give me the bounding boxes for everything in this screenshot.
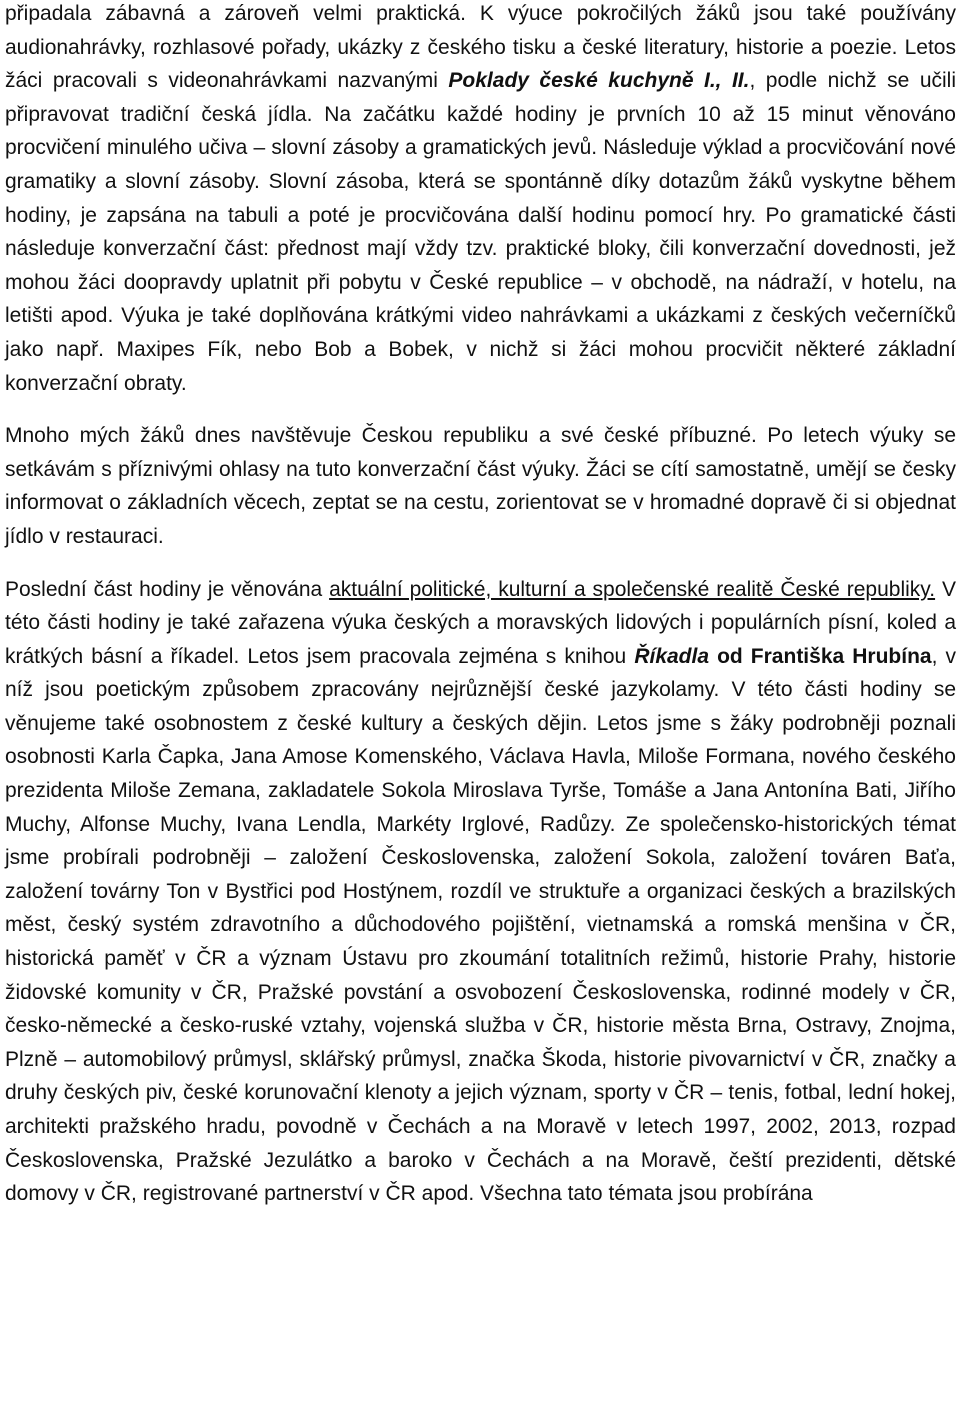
paragraph-text: , podle nichž se učili připravovat tradiční česká jídla. Na začátku každé hodiny je prvních 10 až 15 minut věnováno procvičení minulého učiva – slovní zásoby a gramatických jevů. Následuje výklad a procvičování nové gramatiky a slovní zásoby. Slovní zásoba, která se spontánně díky dotazům žáků vyskytne během hodiny, je zapsána na tabuli a poté je procvičována další hodinu pomocí hry. Po gramatické části následuje konverzační část: přednost mají vždy tzv. praktické bloky, čili konverzační dovednosti, jež mohou žáci doopravdy uplatnit při pobytu v České republice – v obchodě, na nádraží, v hotelu, na letišti apod. Výuka je také doplňována krátkými video nahrávkami a ukázkami z českých večerníčků jako např. Maxipes Fík, nebo Bob a Bobek, v nichž si žáci mohou procvičit některé základní konverzační obraty.	[5, 69, 956, 395]
paragraph-gap	[5, 400, 956, 419]
document-page	[5, 0, 956, 1211]
paragraph-text: Poslední část hodiny je věnována	[5, 577, 330, 601]
paragraph-gap	[5, 554, 956, 573]
paragraph-student-feedback	[5, 419, 956, 553]
video-title-emphasis: Poklady české kuchyně I., II.	[448, 69, 750, 93]
paragraph-czech-reality	[5, 573, 956, 1211]
paragraph-text: , v níž jsou poetickým způsobem zpracovány nejrůznější české jazykolamy. V této části hodiny se věnujeme také osobnostem z české kultury a českých dějin. Letos jsme s žáky podrobněji poznali osobnosti Karla Čapka, Jana Amose Komenského, Václava Havla, Miloše Formana, nového českého prezidenta Miloše Zemana, zakladatele Sokola Miroslava Tyrše, Tomáše a Jana Antonína Bati, Jiřího Muchy, Alfonse Muchy, Ivana Lendla, Markéty Irglové, Radůzy. Ze společensko-historických témat jsme probírali podrobněji – založení Československa, založení Sokola, založení továren Baťa, založení továrny Ton v Bystřici pod Hostýnem, rozdíl ve struktuře a organizaci českých a brazilských měst, český systém zdravotního a důchodového pojištění, vietnamská a romská menšina v ČR, historická paměť v ČR a význam Ústavu pro zkoumání totalitních režimů, historie Prahy, historie židovské komunity v ČR, Pražské povstání a osvobození Československa, rodinné modely v ČR, česko-německé a česko-ruské vztahy, vojenská služba v ČR, historie města Brna, Ostravy, Znojma, Plzně – automobilový průmysl, sklářský průmysl, značka Škoda, historie pivovarnictví v ČR, značky a druhy českých piv, české korunovační klenoty a jejich význam, sporty v ČR – tenis, fotbal, lední hokej, architekti pražského hradu, povodně v Čechách a na Moravě v letech 1997, 2002, 2013, rozpad Československa, Pražské Jezulátko a baroko v Čechách a na Moravě, čeští prezidenti, dětské domovy v ČR, registrované partnerství v ČR apod. Všechna tato témata jsou probírána	[5, 644, 956, 1206]
paragraph-text: Mnoho mých žáků dnes navštěvuje Českou republiku a své české příbuzné. Po letech výuky se setkávám s příznivými ohlasy na tuto konverzační část výuky. Žáci se cítí samostatně, umějí se česky informovat o základních věcech, zeptat se na cestu, zorientovat se v hromadné dopravě či si objednat jídlo v restauraci.	[5, 424, 956, 548]
book-author: od Františka Hrubína	[709, 644, 932, 668]
paragraph-text: V této části hodiny je také zařazena výuka českých a moravských lidových i populárních písní, koled a krátkých básní a říkadel. Letos jsem pracovala zejména s knihou	[5, 577, 956, 668]
underlined-topic: aktuální politické, kulturní a společenské realitě České republiky.	[329, 577, 936, 601]
paragraph-text: připadala zábavná a zároveň velmi praktická. K výuce pokročilých žáků jsou také používány audionahrávky, rozhlasové pořady, ukázky z českého tisku a české literatury, historie a poezie. Letos žáci pracovali s videonahrávkami nazvanými	[5, 2, 956, 93]
book-title: Říkadla	[634, 644, 710, 668]
paragraph-teaching-methods	[5, 0, 956, 400]
